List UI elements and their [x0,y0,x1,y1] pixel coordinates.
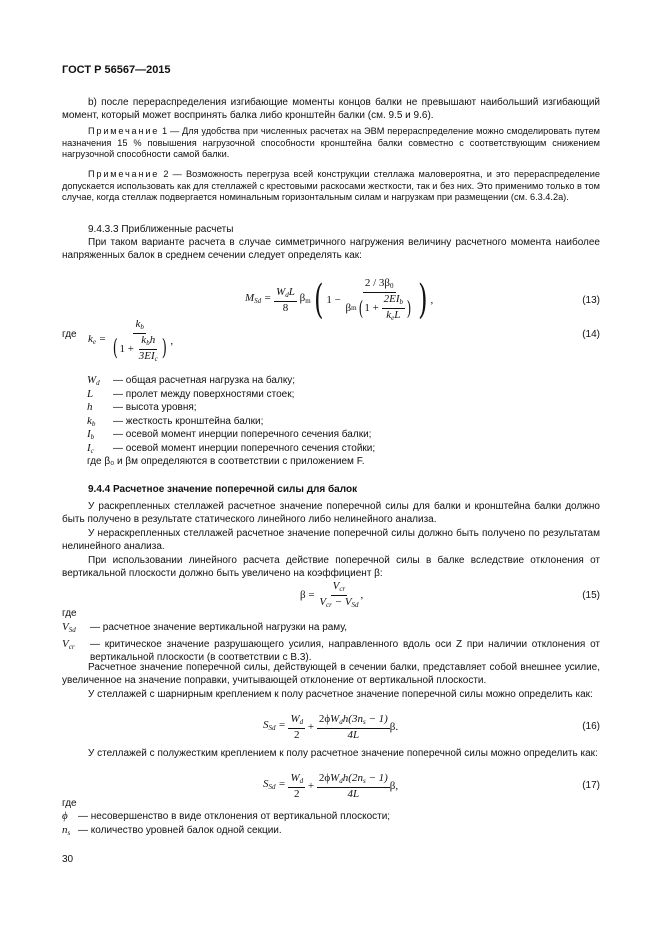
formula-17: $S_{Sd}$ = $\frac{W_d}{2}$ + $\frac{2\phi W_dh(2n_s - 1)}{4L}$ β, [263,772,399,800]
paragraph-hinged: У стеллажей с шарнирным креплением к полу расчетное значение поперечной силы можно определить как: [88,689,593,700]
definition-row: $k_b$ — жесткость кронштейна балки; [87,414,264,428]
paragraph-944a: У раскрепленных стеллажей расчетное значение поперечной силы для балки и кронштейна балки должно быть получено в результате статического линейного либо нелинейного анализа. [62,501,600,525]
formula-14: $k_e$ = $k_b$ ( 1 + $\frac{k_bh}{3EI_c}$ ) , [88,317,174,363]
paragraph-944b: У нераскрепленных стеллажей расчетное значение поперечной силы должно быть получено по результатам нелинейного анализа. [62,528,600,552]
paragraph-944c: При использовании линейного расчета действие поперечной силы в балке вследствие отклонения от вертикальной плоскости должно быть увеличено на коэффициент β: [62,555,600,579]
note-1 [62,126,600,161]
equation-number-13: (13) [582,295,600,306]
definition-row: $I_c$ — осевой момент инерции поперечного сечения стойки; [87,441,376,455]
paragraph-b: b) после перераспределения изгибающие моменты концов балки не превышают наибольший изгибающий момент, который может воспринять балка либо кронштейн балки (см. 9.5 и 9.6). [62,97,600,121]
section-9433-text: При таком варианте расчета в случае симметричного нагружения величину расчетного момента наиболее напряженных балок в среднем сечении следует определять как: [62,237,600,261]
definition-row: $I_b$ — осевой момент инерции поперечного сечения балки; [87,428,372,441]
definition-row: ϕ — несовершенство в виде отклонения от вертикальной плоскости; [62,810,391,822]
symbol-definitions-2 [62,621,600,664]
definition-row: L — пролет между поверхностями стоек; [87,387,295,400]
definition-row: h — высота уровня; [87,401,197,413]
note-1-text: 1 — Для удобства при численных расчетах на ЭВМ перераспределение можно смоделировать путем назначения 15 % повышения нагрузочной способности кронштейна балки совместно с соответствующим снижением нагрузочной способности самой балки. [62,126,600,159]
definition-row: $V_{cr}$ — критическое значение разрушающего усилия, направленного вдоль оси Z при наличии отклонения от вертикальной плоскости (в соответствии с В.3). [62,638,600,663]
equation-number-17: (17) [582,780,600,791]
note-2-text: 2 — Возможность перегруза всей конструкции стеллажа маловероятна, и это перераспределение допускается использовать как для стеллажей с крестовыми раскосами жесткости, так и без них. Это применимо только в том случае, когда стеллаж подвергается номинальным горизонтальным силам и нагрузкам при размещении (см. 6.3.4.2а). [62,169,600,202]
formula-16: $S_{Sd}$ = $\frac{W_d}{2}$ + $\frac{2\phi W_dh(3n_s - 1)}{4L}$ β. [263,713,399,741]
note-2-label: Примечание [88,169,160,179]
paragraph-semi-rigid: У стеллажей с полужестким креплением к полу расчетное значение поперечной силы можно определить как: [88,748,598,759]
where-label-17: где [62,798,77,809]
note-2 [62,169,600,204]
definition-tail: где β₀ и βм определяются в соответствии с приложением F. [87,456,365,467]
document-code: ГОСТ Р 56567—2015 [62,64,171,76]
where-label-14: где [62,329,77,340]
formula-15: β = $\frac{V_{cr}}{V_{cr} - V_{Sd}}$ , [300,579,364,609]
equation-number-15: (15) [582,590,600,601]
equation-number-16: (16) [582,721,600,732]
paragraph-shear: Расчетное значение поперечной силы, действующей в сечении балки, представляет собой внешнее усилие, увеличенное на значение поправки, учитывающей отклонение от вертикальной плоскости. [62,662,600,686]
definition-row: $V_{Sd}$ — расчетное значение вертикальной нагрузки на раму, [62,621,348,634]
page-number: 30 [62,854,74,865]
equation-number-14: (14) [582,329,600,340]
where-label-15: где [62,608,77,619]
symbol-definitions-1 [87,374,375,469]
section-944-title: 9.4.4 Расчетное значение поперечной силы для балок [88,484,358,495]
formula-13: $M_{Sd}$ = $\frac{W_dL}{8}$ $\beta_m$ ( 1 − $2 / 3\beta_0$ β m ( 1 + $\frac{2EI_b}{k_eL}$ ) ) , [245,276,434,323]
definition-row: $W_d$ — общая расчетная нагрузка на балку; [87,374,296,387]
symbol-definitions-3 [62,810,390,838]
note-1-label: Примечание [88,126,160,136]
section-9433-title: 9.4.3.3 Приближенные расчеты [88,224,234,235]
definition-row: $n_s$ — количество уровней балок одной секции. [62,824,282,837]
